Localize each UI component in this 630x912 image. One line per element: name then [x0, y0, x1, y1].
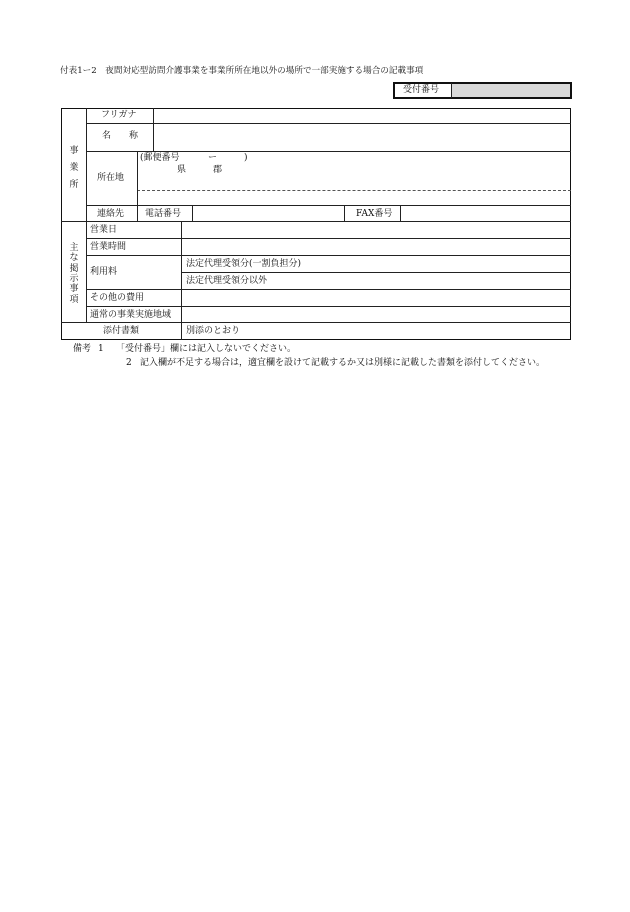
address-label: 所在地 [97, 173, 125, 183]
receipt-number-field[interactable] [452, 84, 570, 97]
postal-code-close: ) [244, 153, 248, 163]
note-2-text: 記入欄が不足する場合は，適宜欄を設けて記載するか又は別様に記載した書類を添付してください。 [140, 358, 546, 368]
attachments-value: 別添のとおり [186, 326, 241, 336]
office-group-label: 事 業 所 [69, 146, 79, 191]
county-label: 郡 [213, 165, 223, 175]
fax-field[interactable] [401, 206, 570, 220]
phone-field[interactable] [193, 206, 343, 220]
service-area-field[interactable] [182, 307, 570, 321]
name-label: 名 称 [102, 131, 139, 141]
service-area-label: 通常の事業実施地域 [90, 310, 172, 320]
main-items-group-label: 主 な 掲 示 事 項 [69, 243, 79, 305]
note-2-number: 2 [126, 358, 132, 368]
fee-other-label: 法定代理受領分以外 [186, 276, 268, 286]
prefecture-label: 県 [177, 165, 187, 175]
address-field[interactable] [138, 152, 570, 204]
other-costs-label: その他の費用 [90, 293, 145, 303]
receipt-number-label: 受付番号 [403, 85, 440, 95]
fee-legal-proxy-label: 法定代理受領分(一割負担分) [186, 259, 302, 269]
contact-label: 連絡先 [97, 209, 125, 219]
fax-label: FAX番号 [356, 209, 393, 219]
phone-label: 電話番号 [145, 209, 182, 219]
notes-label: 備考 [73, 344, 92, 354]
note-1-text: 「受付番号」欄には記入しないでください。 [116, 344, 297, 354]
name-field[interactable] [154, 124, 570, 150]
business-hours-field[interactable] [182, 239, 570, 254]
postal-code-label: (郵便番号 [140, 153, 180, 163]
furigana-label: フリガナ [101, 110, 137, 120]
business-hours-label: 営業時間 [90, 242, 127, 252]
business-days-label: 営業日 [90, 225, 118, 235]
attachments-label: 添付書類 [103, 326, 140, 336]
fee-label: 利用料 [90, 267, 118, 277]
postal-code-dash: ー [208, 153, 218, 163]
other-costs-field[interactable] [182, 290, 570, 305]
business-days-field[interactable] [182, 222, 570, 237]
furigana-field[interactable] [154, 109, 570, 122]
note-1-number: 1 [98, 344, 104, 354]
page-title: 付表1ー2 夜間対応型訪問介護事業を事業所所在地以外の場所で一部実施する場合の記載事項 [60, 66, 424, 76]
